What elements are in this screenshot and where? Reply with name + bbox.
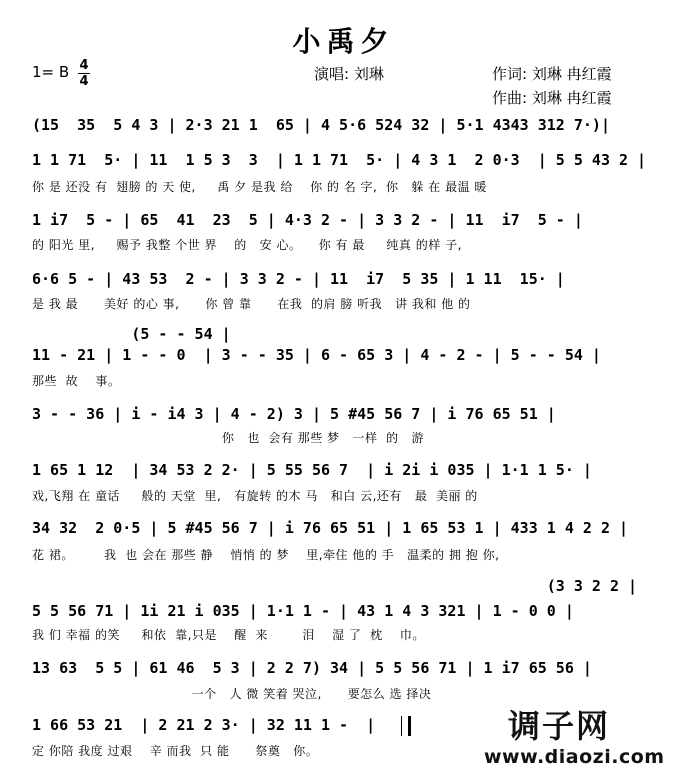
- notes-line: 1 i7 5 - | 65 41 23 5 | 4·3 2 - | 3 3 2 - | 11 i7 5 - |: [32, 211, 583, 229]
- lyricist-credit: 作词: 刘琳 冉红霞: [492, 65, 612, 83]
- notes-line: 1 1 71 5· | 11 1 5 3 3 | 1 1 71 5· | 4 3 1 2 0·3 | 5 5 43 2 |: [32, 151, 647, 169]
- lyrics-line: 的 阳光 里, 赐予 我整 个世 界 的 安 心。 你 有 最 纯真 的样 子,: [32, 238, 462, 252]
- notes-line: (15 35 5 4 3 | 2·3 21 1 65 | 4 5·6 524 32 | 5·1 4343 312 7·)|: [32, 116, 610, 134]
- lyrics-line: 你 是 还没 有 翅膀 的 天 使, 禹 夕 是我 给 你 的 名 字, 你 躲 在 最温 暖: [32, 180, 487, 194]
- composer-credit: 作曲: 刘琳 冉红霞: [492, 89, 612, 107]
- notes-line: 13 63 5 5 | 61 46 5 3 | 2 2 7) 34 | 5 5 56 71 | 1 i7 65 56 |: [32, 659, 592, 677]
- time-signature: [78, 59, 90, 88]
- lyrics-line: 戏,飞翔 在 童话 般的 天堂 里, 有旋转 的木 马 和白 云,还有 最 美丽 的: [32, 489, 478, 503]
- time-signature-bottom: 4: [79, 74, 89, 89]
- notes-line: 5 5 56 71 | 1i 21 i 035 | 1·1 1 - | 43 1 4 3 321 | 1 - 0 0 |: [32, 602, 574, 620]
- notes-line: 1 66 53 21 | 2 21 2 3· | 32 11 1 - |: [32, 716, 376, 734]
- lyrics-line: 你 也 会有 那些 梦 一样 的 游: [32, 431, 425, 445]
- watermark-logo: 调子网: [508, 707, 611, 745]
- singer-credit: 演唱: 刘琳: [314, 65, 384, 83]
- notes-line: 34 32 2 0·5 | 5 #45 56 7 | i 76 65 51 | 1 65 53 1 | 433 1 4 2 2 |: [32, 519, 629, 537]
- lyrics-line: 定 你陪 我度 过艰 辛 而我 只 能 祭奠 你。: [32, 744, 319, 758]
- lyrics-line: 一个 人 微 笑着 哭泣, 要怎么 选 择决: [32, 687, 432, 701]
- key-signature: 1= B: [32, 63, 70, 81]
- notes-line: 6·6 5 - | 43 53 2 - | 3 3 2 - | 11 i7 5 35 | 1 11 15· |: [32, 270, 565, 288]
- final-barline: [401, 716, 411, 736]
- notes-line: (3 3 2 2 |: [32, 577, 638, 595]
- lyrics-line: 那些 故 事。: [32, 374, 121, 388]
- lyrics-line: 是 我 最 美好 的心 事, 你 曾 靠 在我 的肩 膀 听我 讲 我和 他 的: [32, 297, 471, 311]
- lyrics-line: 我 们 幸福 的笑 和依 靠,只是 醒 来 泪 湿 了 枕 巾。: [32, 628, 425, 642]
- time-signature-top: 4: [79, 58, 89, 73]
- song-title: 小禹夕: [292, 25, 395, 58]
- watermark-url: www.diaozi.com: [484, 746, 665, 768]
- notes-line: 1 65 1 12 | 34 53 2 2· | 5 55 56 7 | i 2i i 035 | 1·1 1 5· |: [32, 461, 592, 479]
- notes-line: 3 - - 36 | i - i4 3 | 4 - 2) 3 | 5 #45 56 7 | i 76 65 51 |: [32, 405, 556, 423]
- notes-line: 11 - 21 | 1 - - 0 | 3 - - 35 | 6 - 65 3 | 4 - 2 - | 5 - - 54 |: [32, 346, 601, 364]
- notes-line: (5 - - 54 |: [32, 325, 231, 343]
- lyrics-line: 花 裙。 我 也 会在 那些 静 悄悄 的 梦 里,牵住 他的 手 温柔的 拥 抱 你,: [32, 548, 500, 562]
